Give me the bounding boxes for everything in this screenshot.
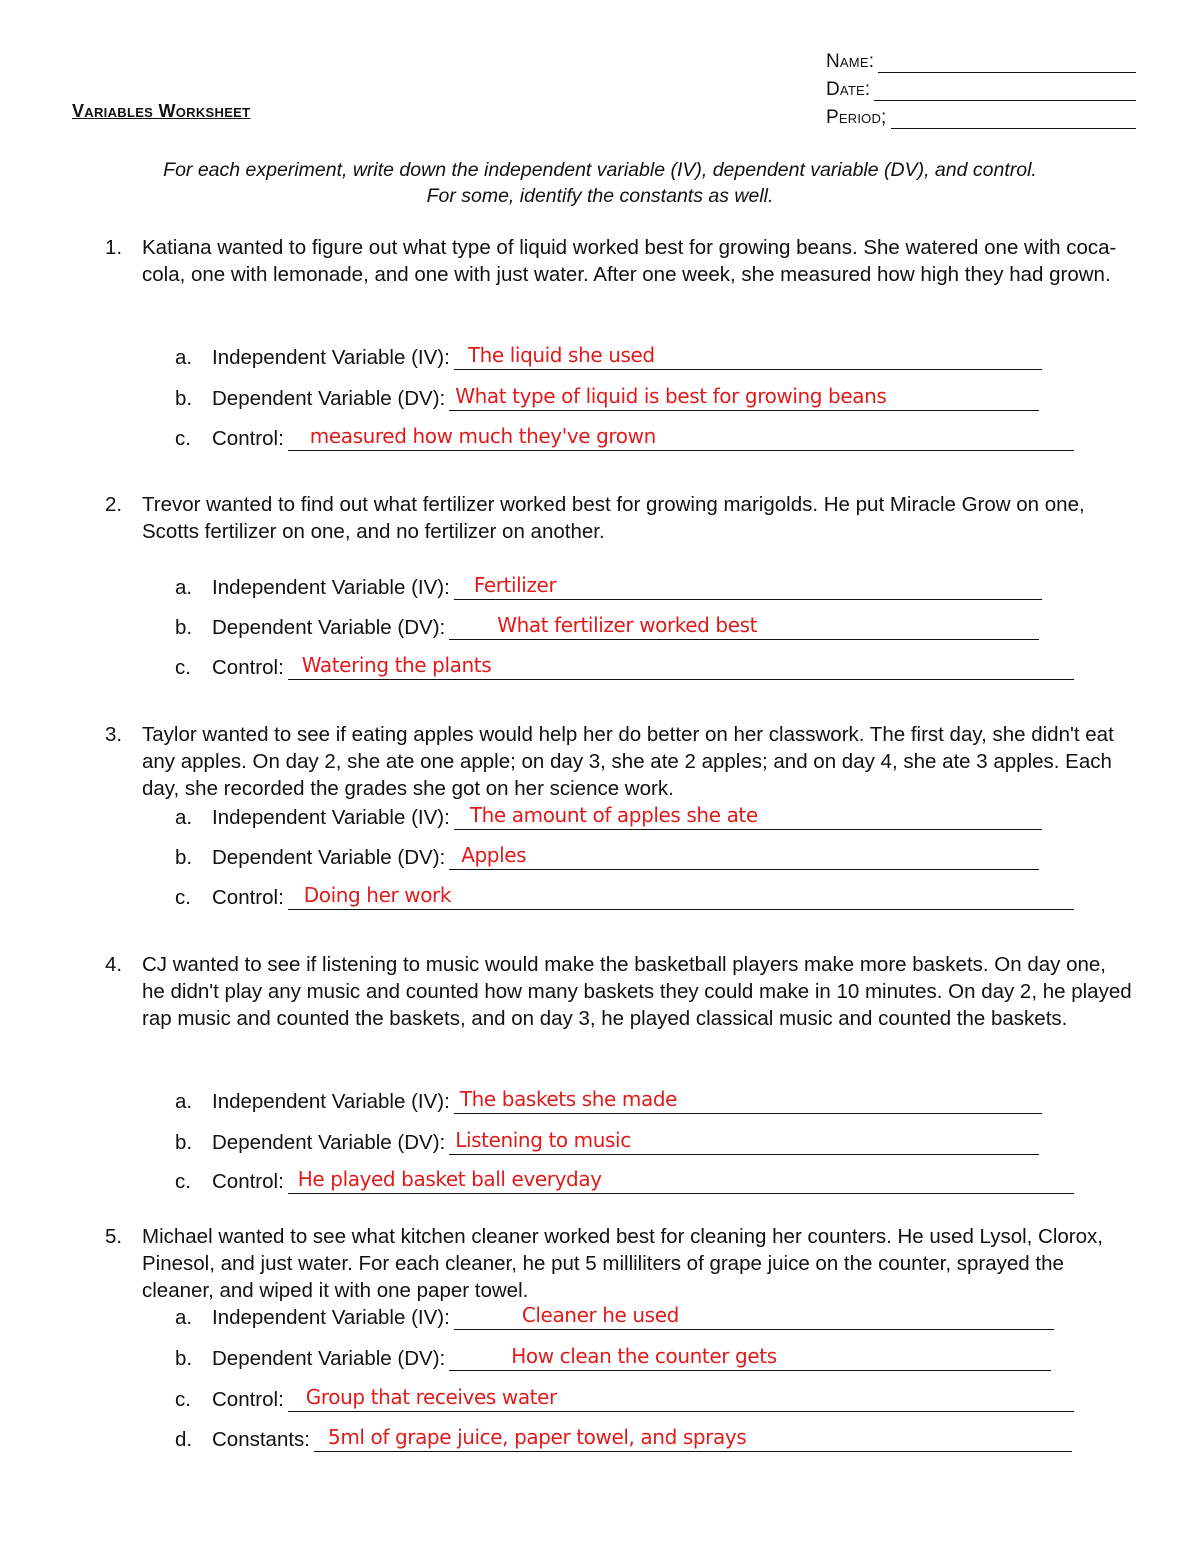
item-letter: d. — [175, 1428, 193, 1451]
iv-label: Independent Variable (IV): — [212, 1306, 450, 1329]
item-letter: a. — [175, 806, 193, 829]
item-letter: c. — [175, 1170, 191, 1193]
control-label: Control: — [212, 1170, 284, 1193]
item-letter: a. — [175, 346, 193, 369]
dv-label: Dependent Variable (DV): — [212, 1347, 446, 1370]
q5-dv-answer: How clean the counter gets — [511, 1344, 777, 1368]
q5-iv-answer: Cleaner he used — [521, 1303, 679, 1327]
q2-iv-answer-field[interactable] — [454, 573, 1042, 600]
q4-dv-row — [175, 1129, 1039, 1155]
q1-iv-answer: The liquid she used — [467, 343, 655, 367]
q4-dv-answer: Listening to music — [455, 1128, 631, 1152]
question-text: CJ wanted to see if listening to music would make the basketball players make more baskets. On day one, he didn't play any music and counted how many baskets they could make in 10 minutes. On day 2, he played rap music and counted the baskets, and on day 3, he played classical music and counted the baskets. — [142, 953, 1132, 1030]
q2-dv-row — [175, 614, 1039, 640]
q3-dv-answer: Apples — [461, 843, 527, 867]
q2-control-row — [175, 654, 1074, 680]
q1-control-row — [175, 425, 1074, 451]
q5-constants-row — [175, 1426, 1072, 1452]
period-label: Period; — [826, 107, 887, 128]
worksheet-title: Variables Worksheet — [72, 101, 251, 121]
question-number: 4. — [105, 953, 123, 976]
q5-iv-row — [175, 1304, 1054, 1330]
question-number: 5. — [105, 1225, 123, 1248]
question-number: 3. — [105, 723, 123, 746]
student-info — [826, 45, 1136, 129]
q4-control-answer: He played basket ball everyday — [297, 1167, 602, 1191]
constants-label: Constants: — [212, 1428, 310, 1451]
q2-dv-answer: What fertilizer worked best — [497, 613, 758, 637]
q1-control-answer: measured how much they've grown — [309, 424, 656, 448]
q2-control-answer-field[interactable] — [288, 653, 1074, 680]
instructions — [60, 157, 1140, 209]
q5-constants-answer: 5ml of grape juice, paper towel, and sprays — [328, 1425, 747, 1449]
question-number: 2. — [105, 493, 123, 516]
name-blank[interactable] — [878, 54, 1136, 73]
control-label: Control: — [212, 1388, 284, 1411]
dv-label: Dependent Variable (DV): — [212, 616, 446, 639]
q2-iv-row — [175, 574, 1042, 600]
instructions-line-2: For some, identify the constants as well. — [426, 185, 774, 207]
q5-control-answer-field[interactable] — [288, 1385, 1074, 1412]
q4-dv-answer-field[interactable] — [449, 1128, 1039, 1155]
q1-iv-row — [175, 344, 1042, 370]
period-blank[interactable] — [891, 110, 1136, 129]
item-letter: c. — [175, 886, 191, 909]
question-text: Trevor wanted to find out what fertilizer worked best for growing marigolds. He put Miracle Grow on one, Scotts fertilizer on one, and no fertilizer on another. — [142, 493, 1085, 543]
q2-control-answer: Watering the plants — [301, 653, 492, 677]
q3-iv-answer-field[interactable] — [454, 803, 1042, 830]
q1-dv-answer-field[interactable] — [449, 384, 1039, 411]
q1-iv-answer-field[interactable] — [454, 343, 1042, 370]
iv-label: Independent Variable (IV): — [212, 806, 450, 829]
iv-label: Independent Variable (IV): — [212, 1090, 450, 1113]
q5-dv-row — [175, 1345, 1051, 1371]
item-letter: b. — [175, 616, 193, 639]
q2-iv-answer: Fertilizer — [473, 573, 557, 597]
q3-iv-answer: The amount of apples she ate — [469, 803, 758, 827]
q3-control-answer: Doing her work — [303, 883, 452, 907]
item-letter: b. — [175, 1131, 193, 1154]
instructions-line-1: For each experiment, write down the independent variable (IV), dependent variable (DV), and control. — [163, 159, 1037, 181]
q1-dv-row — [175, 385, 1039, 411]
question-number: 1. — [105, 236, 123, 259]
item-letter: a. — [175, 576, 193, 599]
q5-control-answer: Group that receives water — [305, 1385, 557, 1409]
item-letter: b. — [175, 1347, 193, 1370]
q5-iv-answer-field[interactable] — [454, 1303, 1054, 1330]
item-letter: c. — [175, 1388, 191, 1411]
control-label: Control: — [212, 656, 284, 679]
control-label: Control: — [212, 427, 284, 450]
q4-iv-answer-field[interactable] — [454, 1087, 1042, 1114]
dv-label: Dependent Variable (DV): — [212, 1131, 446, 1154]
q4-control-row — [175, 1168, 1074, 1194]
q5-dv-answer-field[interactable] — [449, 1344, 1051, 1371]
item-letter: c. — [175, 427, 191, 450]
control-label: Control: — [212, 886, 284, 909]
item-letter: b. — [175, 387, 193, 410]
question-text: Taylor wanted to see if eating apples would help her do better on her classwork. The first day, she didn't eat any apples. On day 2, she ate one apple; on day 3, she ate 2 apples; and on day 4, she ate 3 apples. Each day, she recorded the grades she got on her science work. — [142, 723, 1114, 800]
date-blank[interactable] — [874, 82, 1136, 101]
q4-iv-answer: The baskets she made — [459, 1087, 678, 1111]
date-label: Date: — [826, 79, 871, 100]
dv-label: Dependent Variable (DV): — [212, 846, 446, 869]
question-text: Katiana wanted to figure out what type of liquid worked best for growing beans. She watered one with coca-cola, one with lemonade, and one with just water. After one week, she measured how high they had grown. — [142, 236, 1117, 286]
dv-label: Dependent Variable (DV): — [212, 387, 446, 410]
item-letter: c. — [175, 656, 191, 679]
name-field — [826, 45, 1136, 73]
q3-iv-row — [175, 804, 1042, 830]
q1-control-answer-field[interactable] — [288, 424, 1074, 451]
period-field — [826, 101, 1136, 129]
date-field — [826, 73, 1136, 101]
q3-control-row — [175, 884, 1074, 910]
q5-constants-answer-field[interactable] — [314, 1425, 1072, 1452]
q2-dv-answer-field[interactable] — [449, 613, 1039, 640]
item-letter: a. — [175, 1306, 193, 1329]
q4-control-answer-field[interactable] — [288, 1167, 1074, 1194]
iv-label: Independent Variable (IV): — [212, 576, 450, 599]
q4-iv-row — [175, 1088, 1042, 1114]
question-text: Michael wanted to see what kitchen cleaner worked best for cleaning her counters. He used Lysol, Clorox, Pinesol, and just water. For each cleaner, he put 5 milliliters of grape juice on the counter, sprayed the cleaner, and wiped it with one paper towel. — [142, 1225, 1103, 1302]
item-letter: b. — [175, 846, 193, 869]
iv-label: Independent Variable (IV): — [212, 346, 450, 369]
item-letter: a. — [175, 1090, 193, 1113]
q1-dv-answer: What type of liquid is best for growing beans — [455, 384, 887, 408]
q3-dv-row — [175, 844, 1039, 870]
q5-control-row — [175, 1386, 1074, 1412]
name-label: Name: — [826, 51, 875, 72]
q3-control-answer-field[interactable] — [288, 883, 1074, 910]
q3-dv-answer-field[interactable] — [449, 843, 1039, 870]
